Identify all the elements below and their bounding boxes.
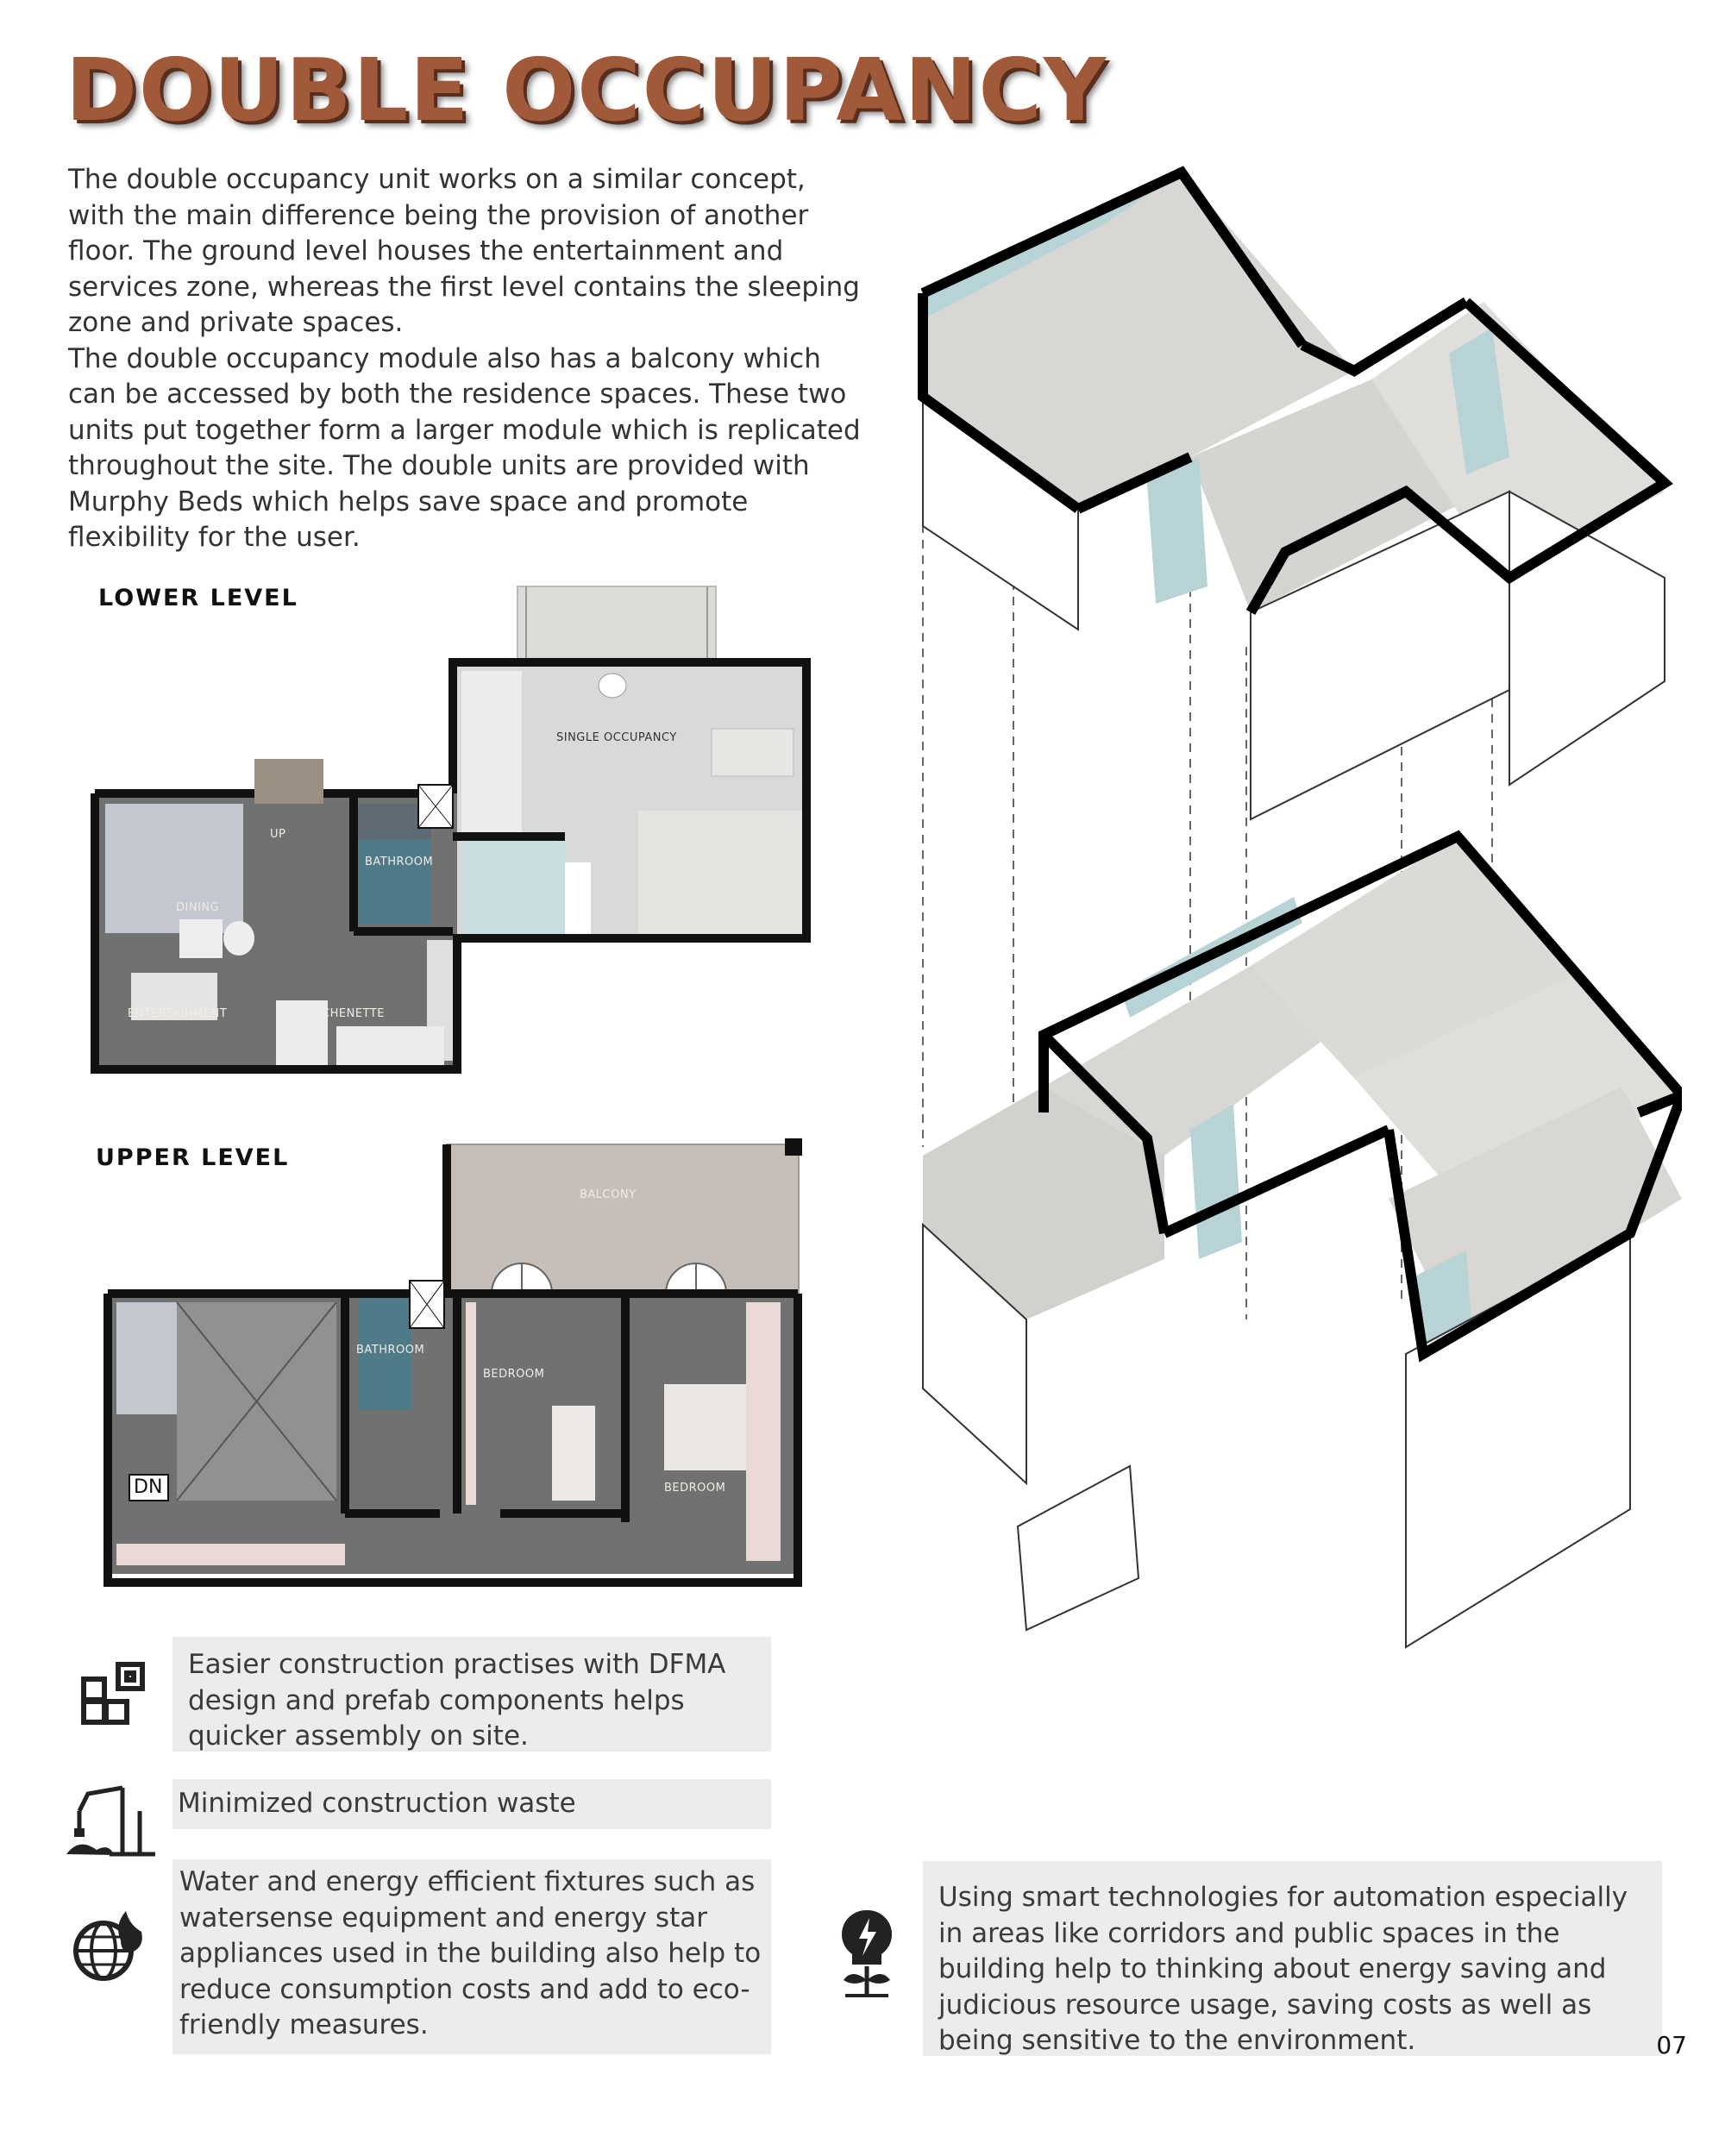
lower-level-heading: LOWER LEVEL xyxy=(98,585,298,611)
room-label-bathroom-upper: BATHROOM xyxy=(356,1344,425,1357)
room-label-bedroom-2: BEDROOM xyxy=(664,1482,726,1495)
upper-level-heading: UPPER LEVEL xyxy=(96,1144,290,1171)
upper-level-plan xyxy=(95,1134,819,1600)
feature-text-waste: Minimized construction waste xyxy=(172,1779,771,1829)
room-label-kitchenette: KITCHENETTE xyxy=(304,1007,385,1020)
room-label-dn: DN xyxy=(134,1476,163,1498)
crane-construction-icon xyxy=(62,1781,157,1860)
room-label-up: UP xyxy=(270,828,286,841)
bulb-plant-icon xyxy=(828,1906,906,2001)
page-title: DOUBLE OCCUPANCY xyxy=(66,40,1108,141)
room-label-dining: DINING xyxy=(176,901,220,914)
page-number: 07 xyxy=(1656,2031,1687,2059)
feature-text-fixtures: Water and energy efficient fixtures such as watersense equipment and energy star appliances used in the building also help to reduce consumption costs and add to eco-friendly measures. xyxy=(172,1859,771,2054)
modular-blocks-icon xyxy=(79,1660,148,1729)
room-label-bathroom-lower: BATHROOM xyxy=(365,856,434,868)
axonometric-exploded-view xyxy=(906,164,1682,1828)
feature-text-dfma: Easier construction practises with DFMA design and prefab components helps quicker assembly on site. xyxy=(172,1637,771,1752)
room-label-balcony: BALCONY xyxy=(580,1188,637,1201)
feature-text-smart-tech: Using smart technologies for automation especially in areas like corridors and public spaces in the building help to thinking about energy saving and judicious resource usage, saving costs as well as being sensitive to the environment. xyxy=(923,1861,1662,2056)
globe-flame-icon xyxy=(69,1906,147,1984)
intro-paragraph: The double occupancy unit works on a similar concept, with the main difference being the provision of another floor. The ground level houses the entertainment and services zone, whereas the first level contains the sleeping zone and private spaces. The double occupancy module also has a balcony which can be accessed by both the residence spaces. These two units put together form a larger module which is replicated throughout the site. The double units are provided with Murphy Beds which helps save space and promote flexibility for the user. xyxy=(68,164,861,553)
room-label-entertainment: ENTERTAINMENT xyxy=(128,1007,228,1020)
room-label-bedroom-1: BEDROOM xyxy=(483,1368,545,1381)
room-label-single-occupancy: SINGLE OCCUPANCY xyxy=(556,731,677,744)
